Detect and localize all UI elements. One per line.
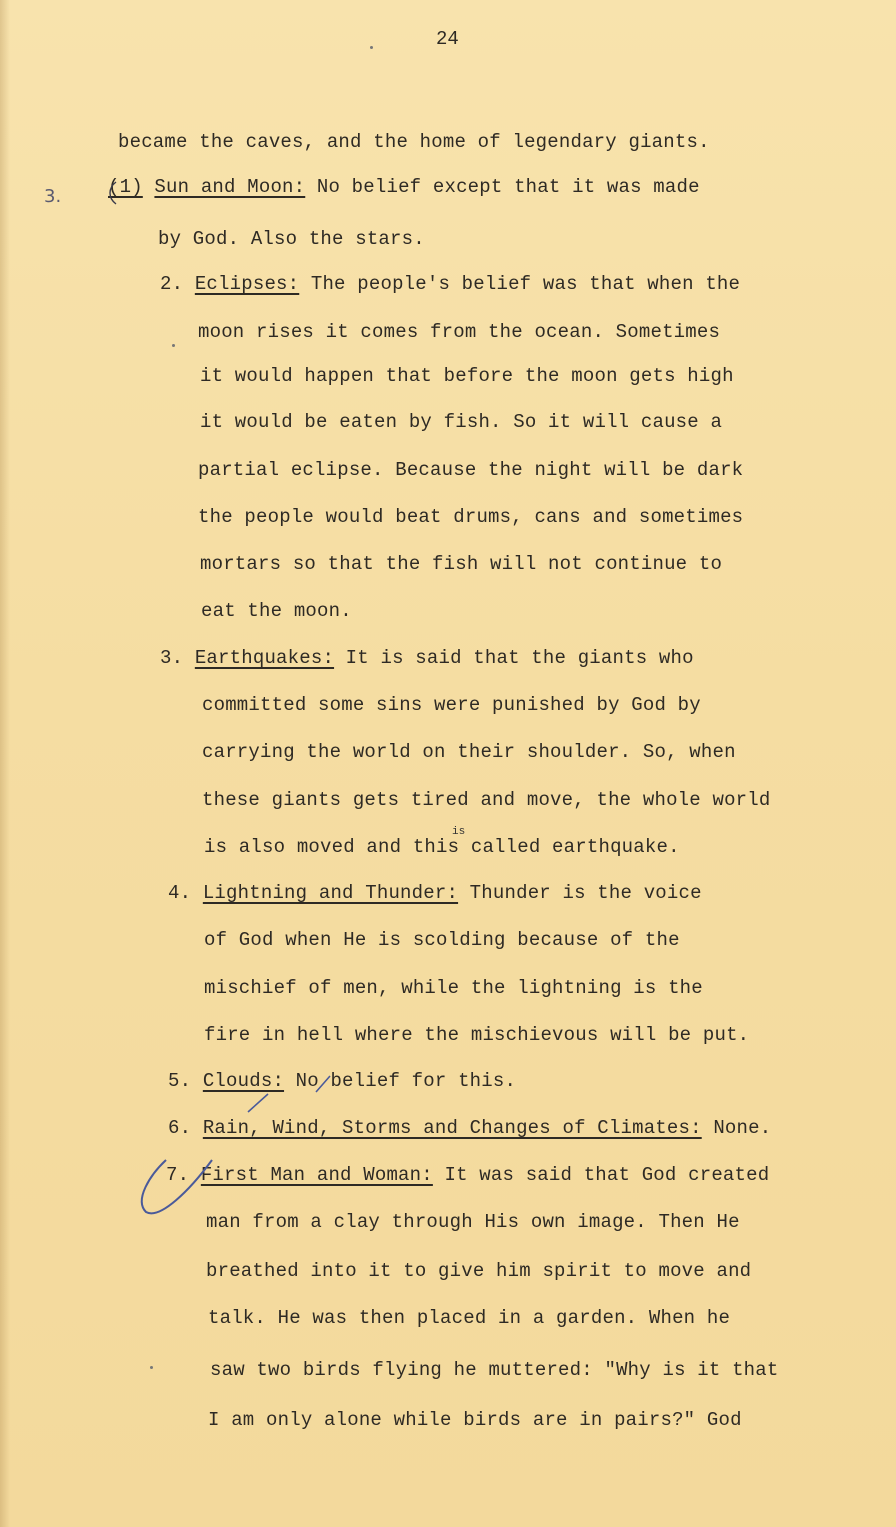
pen-stroke-rain — [248, 1094, 268, 1112]
item-number: 5. — [168, 1070, 192, 1092]
item-text: The people's belief was that when the — [299, 273, 741, 295]
item-number: 7. — [166, 1164, 190, 1186]
line-text: of God when He is scolding because of the — [204, 929, 680, 951]
item-heading: Rain, Wind, Storms and Changes of Climates: — [202, 1117, 702, 1139]
item-text: No belief except that it was made — [305, 176, 700, 198]
line-text: saw two birds flying he muttered: "Why is it that — [210, 1359, 779, 1381]
item-text: It is said that the giants who — [334, 647, 694, 669]
line-text: committed some sins were punished by God by — [202, 694, 701, 716]
item-number: (1) — [108, 176, 143, 198]
item-number: 4. — [168, 882, 192, 904]
handwritten-insertion: is — [452, 826, 466, 838]
item-text: It was said that God created — [432, 1164, 770, 1186]
item-heading: Sun and Moon: — [154, 176, 306, 198]
pen-bracket-sun-moon — [110, 182, 116, 204]
line-text: the people would beat drums, cans and sometimes — [198, 506, 744, 528]
line-text: it would happen that before the moon gets high — [200, 365, 734, 387]
item-heading: Lightning and Thunder: — [202, 882, 459, 904]
line-text: mortars so that the fish will not continue to — [200, 553, 723, 575]
item-number: 3. — [160, 647, 184, 669]
line-text: became the caves, and the home of legendary giants. — [118, 131, 710, 153]
margin-section-number: 3. — [44, 186, 62, 207]
line-text: eat the moon. — [201, 600, 352, 622]
line-text: these giants gets tired and move, the whole world — [202, 789, 771, 811]
line-text: it would be eaten by fish. So it will cause a — [200, 411, 723, 433]
line-text: breathed into it to give him spirit to move and — [206, 1260, 752, 1282]
line-text: is also moved and this called earthquake. — [204, 836, 680, 858]
page-number: 24 — [436, 28, 459, 50]
item-heading: Earthquakes: — [194, 647, 335, 669]
item-heading: First Man and Woman: — [200, 1164, 433, 1186]
line-text: fire in hell where the mischievous will be put. — [204, 1024, 750, 1046]
pen-check-first-man — [142, 1160, 212, 1213]
line-text: I am only alone while birds are in pairs?" God — [208, 1409, 742, 1431]
item-text: No belief for this. — [284, 1070, 517, 1092]
item-heading: Clouds: — [202, 1070, 285, 1092]
pen-stroke-clouds — [316, 1076, 330, 1092]
line-text: by God. Also the stars. — [158, 228, 425, 250]
item-heading: Eclipses: — [194, 273, 300, 295]
item-number: 2. — [160, 273, 184, 295]
line-text: carrying the world on their shoulder. So, when — [202, 741, 736, 763]
line-text: mischief of men, while the lightning is the — [204, 977, 703, 999]
item-number: 6. — [168, 1117, 192, 1139]
item-text: Thunder is the voice — [458, 882, 702, 904]
line-text: man from a clay through His own image. Then He — [206, 1211, 740, 1233]
line-text: moon rises it comes from the ocean. Sometimes — [198, 321, 721, 343]
line-text: partial eclipse. Because the night will be dark — [198, 459, 744, 481]
line-text: talk. He was then placed in a garden. When he — [208, 1307, 731, 1329]
item-text: None. — [701, 1117, 772, 1139]
